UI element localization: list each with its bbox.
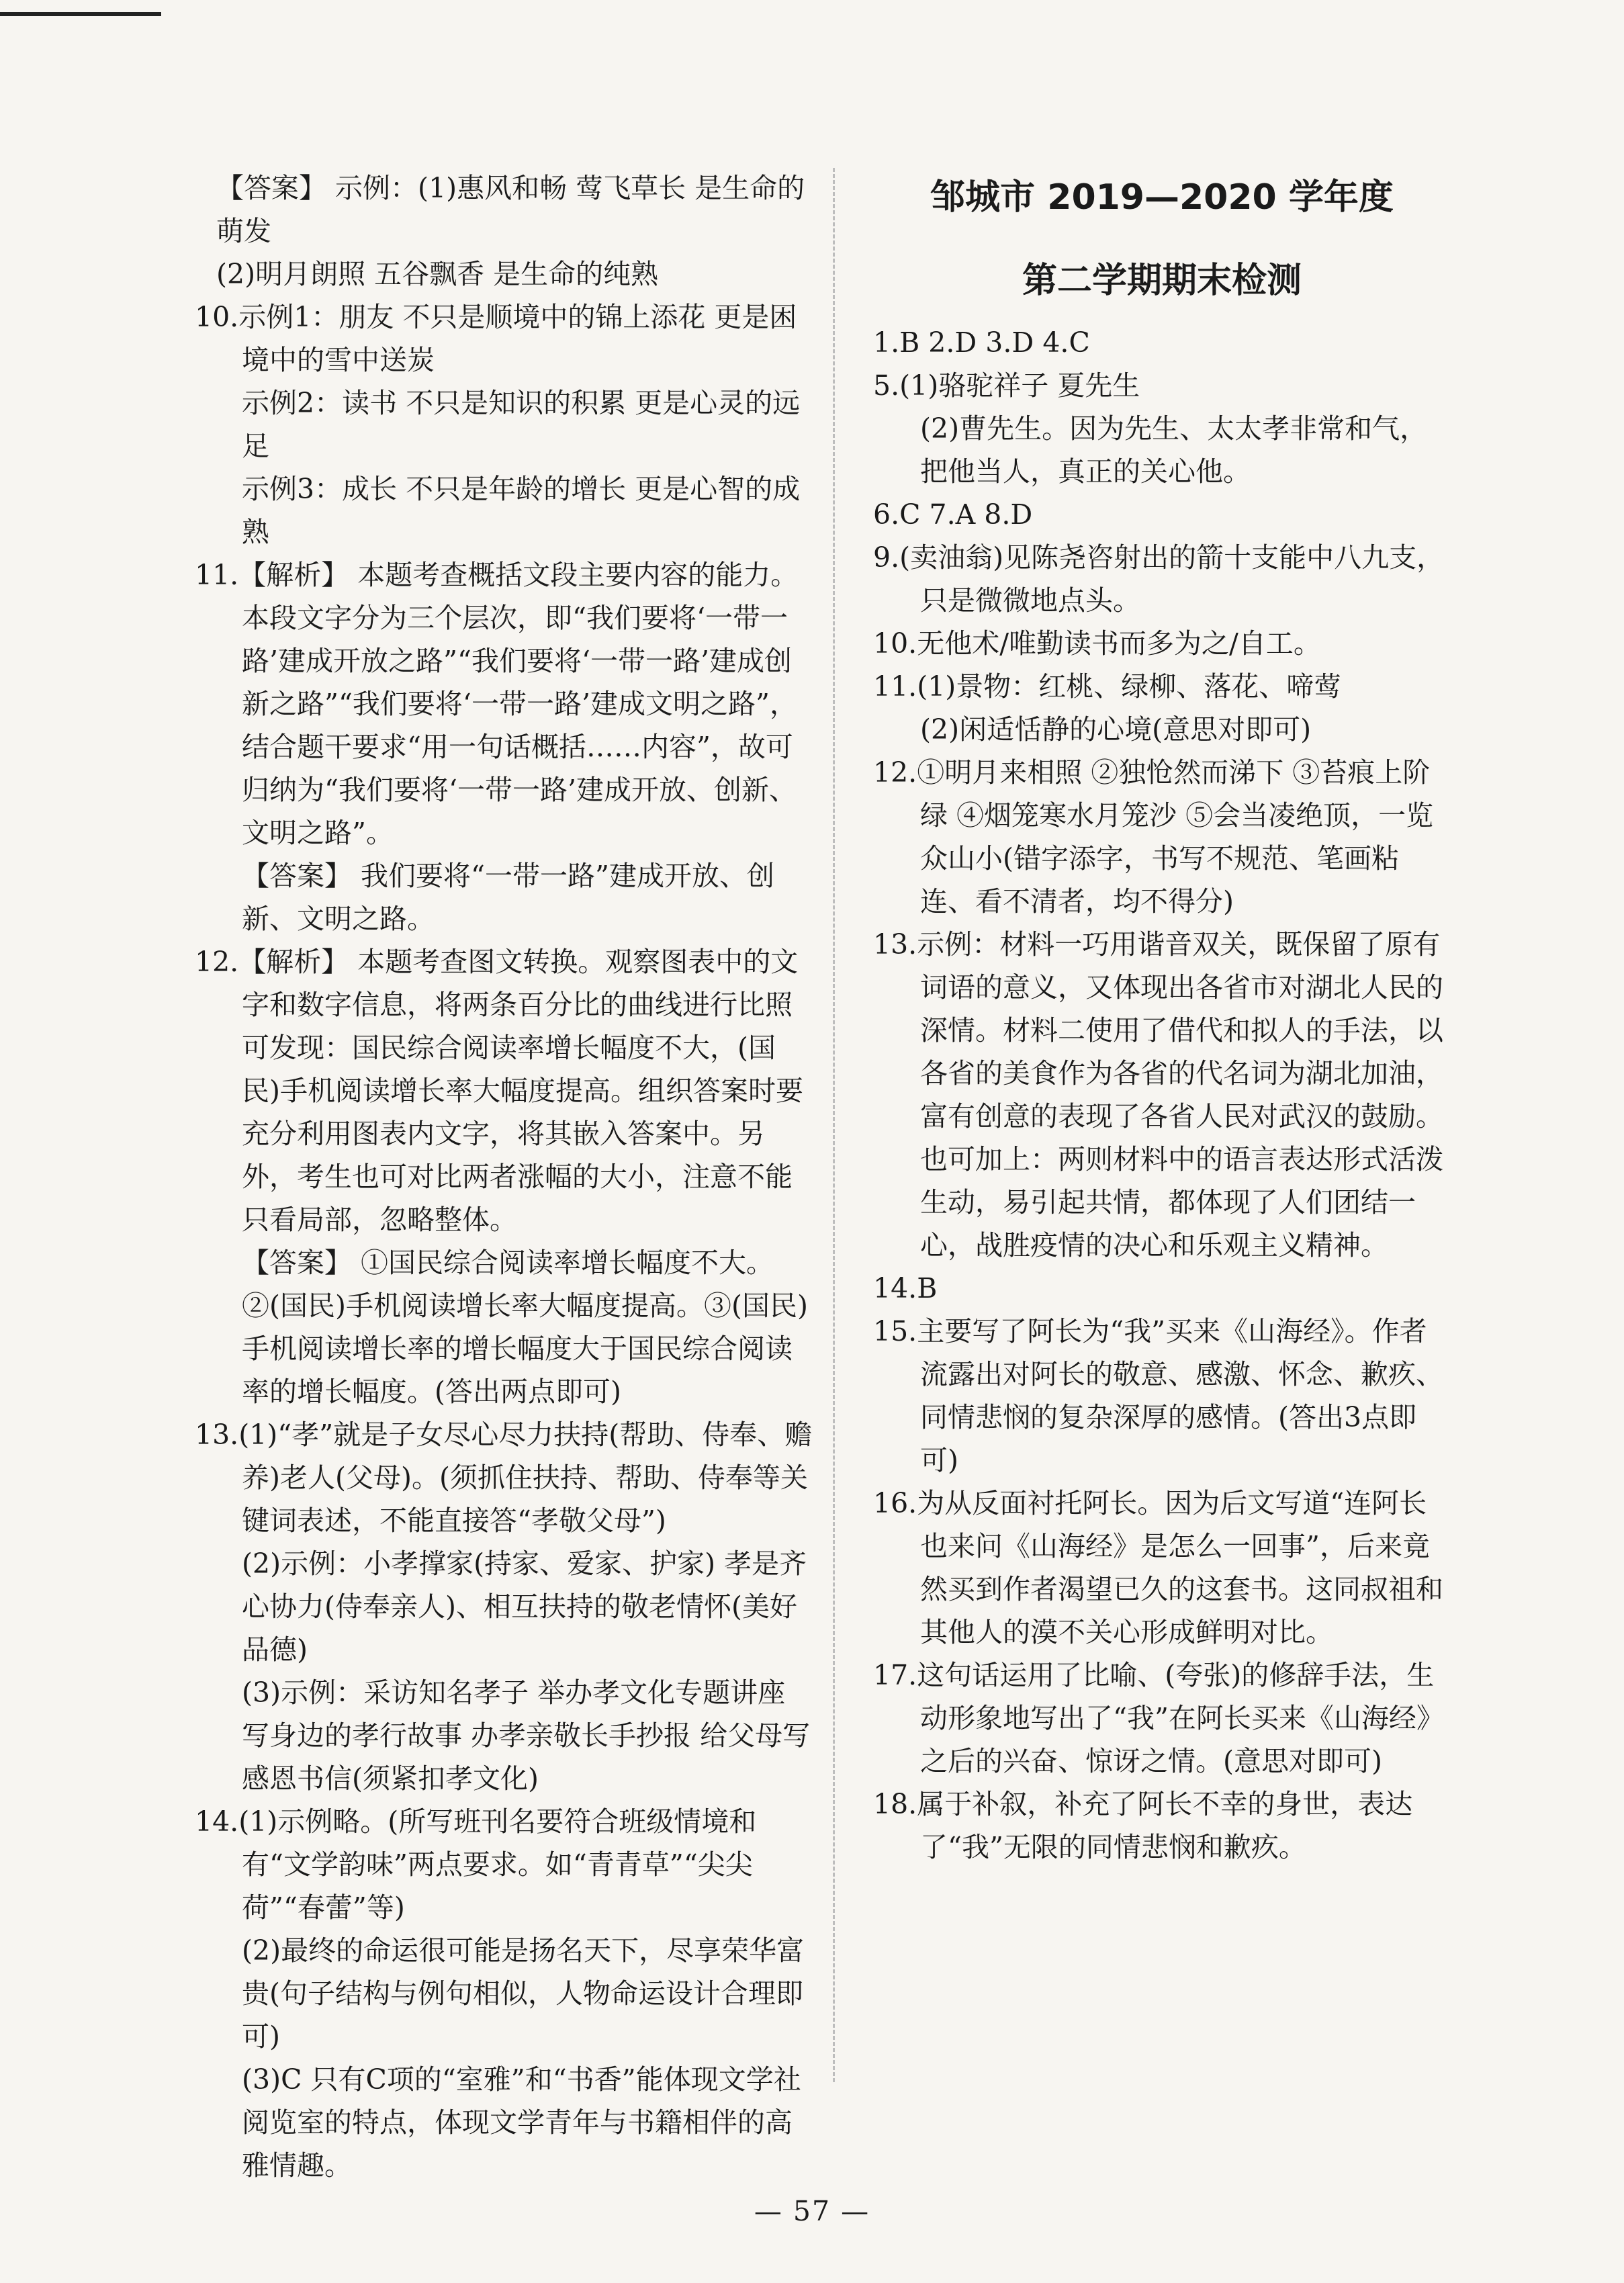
answer-6-8: 6.C 7.A 8.D bbox=[873, 498, 1033, 531]
answer-9: 9.(卖油翁)见陈尧咨射出的箭十支能中八九支，只是微微地点头。 bbox=[873, 541, 1445, 617]
header-rule bbox=[0, 12, 161, 16]
answer-14: 14.B bbox=[873, 1272, 938, 1304]
answer-11: 11.(1)景物：红桃、绿柳、落花、啼莺 bbox=[873, 670, 1342, 703]
right-column bbox=[873, 173, 1451, 1869]
answer-10: 10.无他术/唯勤读书而多为之/自工。 bbox=[873, 627, 1321, 660]
question-11-answer: 【答案】 我们要将“一带一路”建成开放、创新、文明之路。 bbox=[242, 860, 774, 935]
answer-1-4: 1.B 2.D 3.D 4.C bbox=[873, 326, 1090, 359]
question-14-part2: (2)最终的命运很可能是扬名天下，尽享荣华富贵(句子结构与例句相似，人物命运设计合理即可) bbox=[242, 1934, 805, 2053]
question-10-example3: 示例3：成长 不只是年龄的增长 更是心智的成熟 bbox=[242, 473, 801, 548]
section-subtitle: 第二学期期末检测 bbox=[1022, 261, 1302, 301]
question-13: 13.(1)“孝”就是子女尽心尽力扶持(帮助、侍奉、赡养)老人(父母)。(须抓住扶持、帮助、侍奉等关键词表述，不能直接答“孝敬父母”) bbox=[195, 1419, 813, 1537]
question-14: 14.(1)示例略。(所写班刊名要符合班级情境和有“文学韵味”两点要求。如“青青草”“尖尖荷”“春蕾”等) bbox=[195, 1805, 757, 1924]
question-10: 10.示例1：朋友 不只是顺境中的锦上添花 更是困境中的雪中送炭 bbox=[195, 301, 797, 376]
question-10-example2: 示例2：读书 不只是知识的积累 更是心灵的远足 bbox=[242, 387, 801, 462]
question-11-analysis: 11.【解析】 本题考查概括文段主要内容的能力。本段文字分为三个层次，即“我们要将‘一带一路’建成开放之路”“我们要将‘一带一路’建成创新之路”“我们要将‘一带一路’建成文明之路”，结合题干要求“用一句话概括……内容”，故可归纳为“我们要将‘一带一路’建成开放、创新、文明之路”。 bbox=[195, 559, 799, 849]
answer-11-part2: (2)闲适恬静的心境(意思对即可) bbox=[920, 713, 1312, 746]
question-14-part3: (3)C 只有C项的“室雅”和“书香”能体现文学社阅览室的特点，体现文学青年与书籍相伴的高雅情趣。 bbox=[242, 2063, 801, 2182]
answer-17: 17.这句话运用了比喻、(夸张)的修辞手法，生动形象地写出了“我”在阿长买来《山海经》之后的兴奋、惊讶之情。(意思对即可) bbox=[873, 1659, 1444, 1777]
answer-block: 【答案】 示例：(1)惠风和畅 莺飞草长 是生命的萌发 bbox=[216, 172, 805, 247]
answer-18: 18.属于补叙，补充了阿长不幸的身世，表达了“我”无限的同情悲悯和歉疚。 bbox=[873, 1788, 1413, 1863]
question-12-analysis: 12.【解析】 本题考查图文转换。观察图表中的文字和数字信息，将两条百分比的曲线进行比照可发现：国民综合阅读率增长幅度不大，(国民)手机阅读增长率大幅度提高。组织答案时要充分利用图表内文字，将其嵌入答案中。另外，考生也可对比两者涨幅的大小，注意不能只看局部，忽略整体。 bbox=[195, 946, 803, 1236]
answer-5: 5.(1)骆驼祥子 夏先生 bbox=[873, 369, 1140, 402]
answer-12: 12.①明月来相照 ②独怆然而涕下 ③苔痕上阶绿 ④烟笼寒水月笼沙 ⑤会当凌绝顶，一览众山小(错字添字，书写不规范、笔画粘连、看不清者，均不得分) bbox=[873, 756, 1434, 917]
column-divider bbox=[833, 168, 835, 2082]
answer-5-part2: (2)曹先生。因为先生、太太孝非常和气，把他当人，真正的关心他。 bbox=[920, 412, 1428, 488]
answer-16: 16.为从反面衬托阿长。因为后文写道“连阿长也来问《山海经》是怎么一回事”，后来竟然买到作者渴望已久的这套书。这同叔祖和其他人的漠不关心形成鲜明对比。 bbox=[873, 1487, 1443, 1648]
page-number: — 57 — bbox=[754, 2195, 870, 2227]
question-13-part3: (3)示例：采访知名孝子 举办孝文化专题讲座 写身边的孝行故事 办孝亲敬长手抄报 给父母写感恩书信(须紧扣孝文化) bbox=[242, 1676, 811, 1795]
answer-block: (2)明月朗照 五谷飘香 是生命的纯熟 bbox=[216, 258, 659, 290]
question-12-answer: 【答案】 ①国民综合阅读率增长幅度不大。②(国民)手机阅读增长率大幅度提高。③(国民)手机阅读增长率的增长幅度大于国民综合阅读率的增长幅度。(答出两点即可) bbox=[242, 1247, 808, 1408]
answer-15: 15.主要写了阿长为“我”买来《山海经》。作者流露出对阿长的敬意、感激、怀念、歉疚、同情悲悯的复杂深厚的感情。(答出3点即可) bbox=[873, 1315, 1443, 1476]
question-13-part2: (2)示例：小孝撑家(持家、爱家、护家) 孝是齐心协力(侍奉亲人)、相互扶持的敬老情怀(美好品德) bbox=[242, 1548, 807, 1666]
left-column bbox=[195, 167, 813, 2187]
section-title: 邹城市 2019—2020 学年度 bbox=[930, 177, 1394, 218]
answer-13: 13.示例：材料一巧用谐音双关，既保留了原有词语的意义，又体现出各省市对湖北人民的深情。材料二使用了借代和拟人的手法，以各省的美食作为各省的代名词为湖北加油，富有创意的表现了各省人民对武汉的鼓励。也可加上：两则材料中的语言表达形式活泼生动，易引起共情，都体现了人们团结一心，战胜疫情的决心和乐观主义精神。 bbox=[873, 928, 1443, 1261]
